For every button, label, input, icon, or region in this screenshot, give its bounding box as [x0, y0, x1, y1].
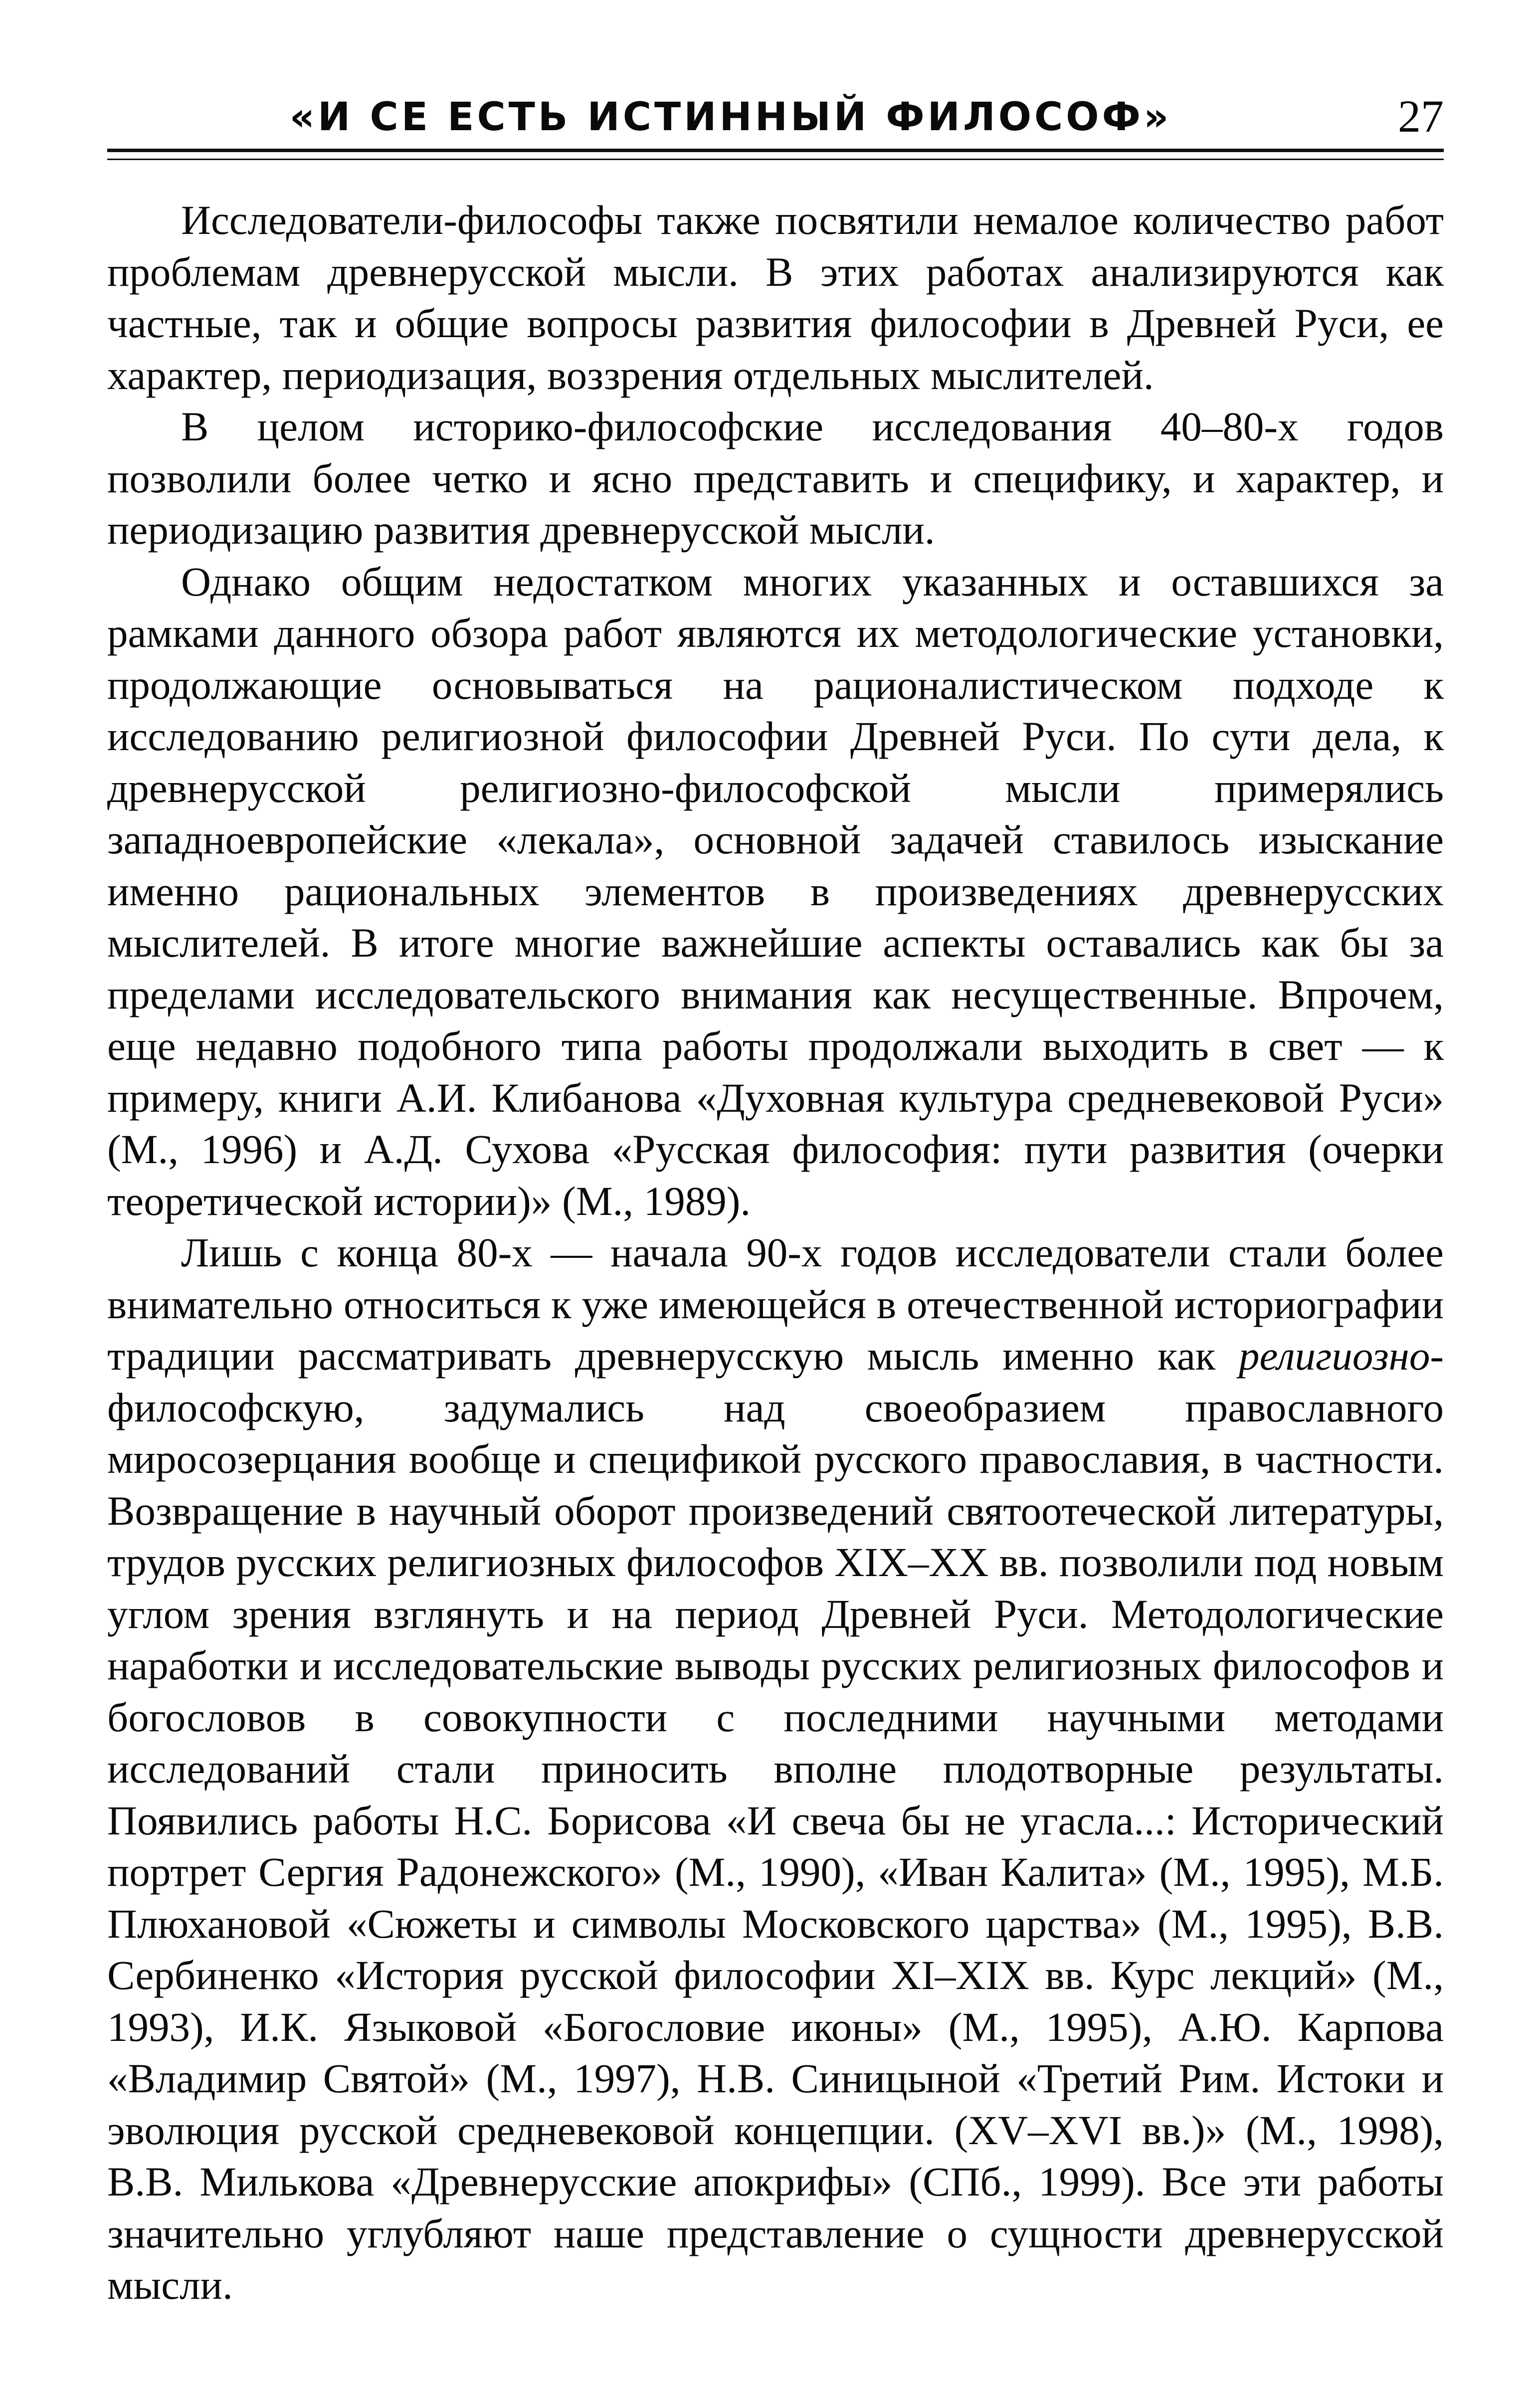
running-title: «И СЕ ЕСТЬ ИСТИННЫЙ ФИЛОСОФ»	[289, 95, 1172, 140]
running-header	[107, 85, 1444, 175]
paragraph-1: Исследователи-философы также посвятили немалое количество работ проблемам древнерусской мысли. В этих работах анализируются как частные, так и общие вопросы развития философии в Древней Руси, ее характер, периодизация, воззрения отдельных мыслителей.	[107, 197, 1444, 398]
paragraph-4-start: Лишь с конца 80-х — начала 90-х годов исследователи стали более внимательно относиться к уже имеющейся в отечественной историографии традиции рассматривать древнерусскую мысль именно как	[107, 1229, 1444, 1379]
header-rule-thin	[107, 159, 1444, 160]
paragraph-3: Однако общим недостатком многих указанных и оставшихся за рамками данного обзора работ являются их методологические установки, продолжающие основываться на рационалистическом подходе к исследованию религиозной философии Древней Руси. По сути дела, к древнерусской религиозно-философской мысли примерялись западноевропейские «лекала», основной задачей ставилось изыскание именно рациональных элементов в произведениях древнерусских мыслителей. В итоге многие важнейшие аспекты оставались как бы за пределами исследовательского внимания как несущественные. Впрочем, еще недавно подобного типа работы продолжали выходить в свет — к примеру, книги А.И. Клибанова «Духовная культура средневековой Руси» (М., 1996) и А.Д. Сухова «Русская философия: пути развития (очерки теоретической истории)» (М., 1989).	[107, 558, 1444, 1224]
page-number: 27	[1398, 91, 1444, 142]
header-rule-thick	[107, 149, 1444, 152]
paragraph-4-emphasis: религиозно	[1239, 1333, 1430, 1379]
paragraph-4-rest: -философскую, задумались над своеобразием православного миросозерцания вообще и спецификой русского православия, в частности. Возвращение в научный оборот произведений святоотеческой литературы, трудов русских религиозных философов XIX–XX вв. позволили под новым углом зрения взглянуть и на период Древней Руси. Методологические наработки и исследовательские выводы русских религиозных философов и богословов в совокупности с последними научными методами исследований стали приносить вполне плодотворные результаты. Появились работы Н.С. Борисова «И свеча бы не угасла...: Исторический портрет Сергия Радонежского» (М., 1990), «Иван Калита» (М., 1995), М.Б. Плюхановой «Сюжеты и символы Московского царства» (М., 1995), В.В. Сербиненко «История русской философии XI–XIX вв. Курс лекций» (М., 1993), И.К. Языковой «Богословие иконы» (М., 1995), А.Ю. Карпова «Владимир Святой» (М., 1997), Н.В. Синицыной «Третий Рим. Истоки и эволюция русской средневековой концепции. (XV–XVI вв.)» (М., 1998), В.В. Милькова «Древнерусские апокрифы» (СПб., 1999). Все эти работы значительно углубляют наше представление о сущности древнерусской мысли.	[107, 1333, 1444, 2308]
paragraph-4	[107, 1227, 1444, 2311]
paragraph-2: В целом историко-философские исследования 40–80-х годов позволили более четко и ясно представить и специфику, и характер, и периодизацию развития древнерусской мысли.	[107, 403, 1444, 553]
body-text	[107, 195, 1444, 2311]
